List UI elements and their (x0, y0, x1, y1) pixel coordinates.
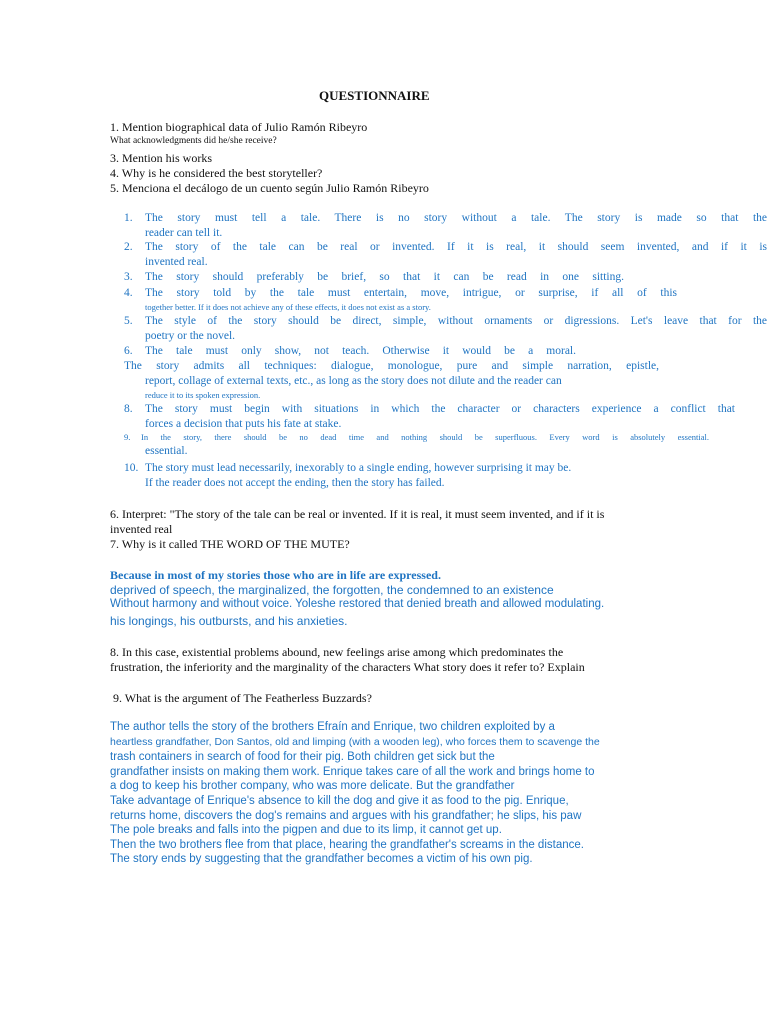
decalogue-item-5: 5. The style of the story should be direct, simple, without ornaments or digressions. Let's leave that for the poetry or the novel. (124, 315, 767, 342)
decalogue-item-10: 10. The story must lead necessarily, inexorably to a single ending, however surprising it may be. If the reader does not accept the ending, then the story has failed. (124, 462, 572, 489)
question-1: 1. Mention biographical data of Julio Ramón Ribeyro (110, 120, 368, 134)
question-2: What acknowledgments did he/she receive? (110, 136, 277, 146)
question-3: 3. Mention his works (110, 151, 212, 165)
decalogue-item-9: 9. In the story, there should be no dead time and nothing should be superfluous. Every word is absolutely essential. essential. (124, 432, 709, 457)
decalogue-item-8: 8. The story must begin with situations in which the character or characters experience a conflict that forces a decision that puts his fate at stake. (124, 403, 735, 430)
answer-9-line-4: grandfather insists on making them work. Enrique takes care of all the work and brings home to (110, 766, 595, 778)
answer-9-line-10: The story ends by suggesting that the grandfather becomes a victim of his own pig. (110, 853, 533, 865)
question-8-line-1: 8. In this case, existential problems abound, new feelings arise among which predominates the (110, 645, 564, 659)
question-4: 4. Why is he considered the best storyteller? (110, 166, 323, 180)
question-9: 9. What is the argument of The Featherless Buzzards? (113, 691, 372, 705)
answer-7-line-2: deprived of speech, the marginalized, the forgotten, the condemned to an existence (110, 583, 554, 597)
page-title: QUESTIONNAIRE (319, 88, 430, 103)
question-6-line-2: invented real (110, 522, 173, 536)
answer-7-line-4: his longings, his outbursts, and his anxieties. (110, 614, 348, 628)
answer-9-line-9: Then the two brothers flee from that place, hearing the grandfather's screams in the distance. (110, 839, 584, 851)
decalogue-item-2: 2. The story of the tale can be real or invented. If it is real, it should seem invented, and if it is invented real. (124, 241, 767, 268)
answer-9-line-8: The pole breaks and falls into the pigpen and due to its limp, it cannot get up. (110, 824, 502, 836)
question-7: 7. Why is it called THE WORD OF THE MUTE? (110, 537, 350, 551)
answer-9-line-7: returns home, discovers the dog's remains and argues with his grandfather; he slips, his paw (110, 810, 582, 822)
answer-7-line-1: Because in most of my stories those who are in life are expressed. (110, 568, 441, 582)
decalogue-item-1: 1. The story must tell a tale. There is no story without a tale. The story is made so that the reader can tell it. (124, 212, 767, 239)
question-5: 5. Menciona el decálogo de un cuento según Julio Ramón Ribeyro (110, 181, 429, 195)
decalogue-item-4: 4. The story told by the tale must entertain, move, intrigue, or surprise, if all of this together better. If it does not achieve any of these effects, it does not exist as a story. (124, 287, 677, 312)
answer-7-line-3: Without harmony and without voice. Yoleshe restored that denied breath and allowed modulating. (110, 598, 605, 610)
decalogue-item-6: 6. The tale must only show, not teach. Otherwise it would be a moral. (124, 345, 576, 357)
question-8-line-2: frustration, the inferiority and the marginality of the characters What story does it refer to? Explain (110, 660, 585, 674)
answer-9-line-5: a dog to keep his brother company, who was more delicate. But the grandfather (110, 780, 515, 792)
answer-9-line-6: Take advantage of Enrique's absence to kill the dog and give it as food to the pig. Enrique, (110, 795, 569, 807)
answer-9-line-2: heartless grandfather, Don Santos, old and limping (with a wooden leg), who forces them to scavenge the (110, 736, 600, 748)
question-6-line-1: 6. Interpret: "The story of the tale can be real or invented. If it is real, it must seem invented, and if it is (110, 507, 605, 521)
answer-9-line-1: The author tells the story of the brothers Efraín and Enrique, two children exploited by a (110, 721, 555, 733)
answer-9-line-3: trash containers in search of food for their pig. Both children get sick but the (110, 751, 495, 763)
decalogue-item-7: The story admits all techniques: dialogue, monologue, pure and simple narration, epistle, report, collage of external texts, etc., as long as the story does not dilute and the reader can reduce it to its spoken expression. (124, 360, 659, 400)
decalogue-item-3: 3. The story should preferably be brief, so that it can be read in one sitting. (124, 271, 624, 283)
